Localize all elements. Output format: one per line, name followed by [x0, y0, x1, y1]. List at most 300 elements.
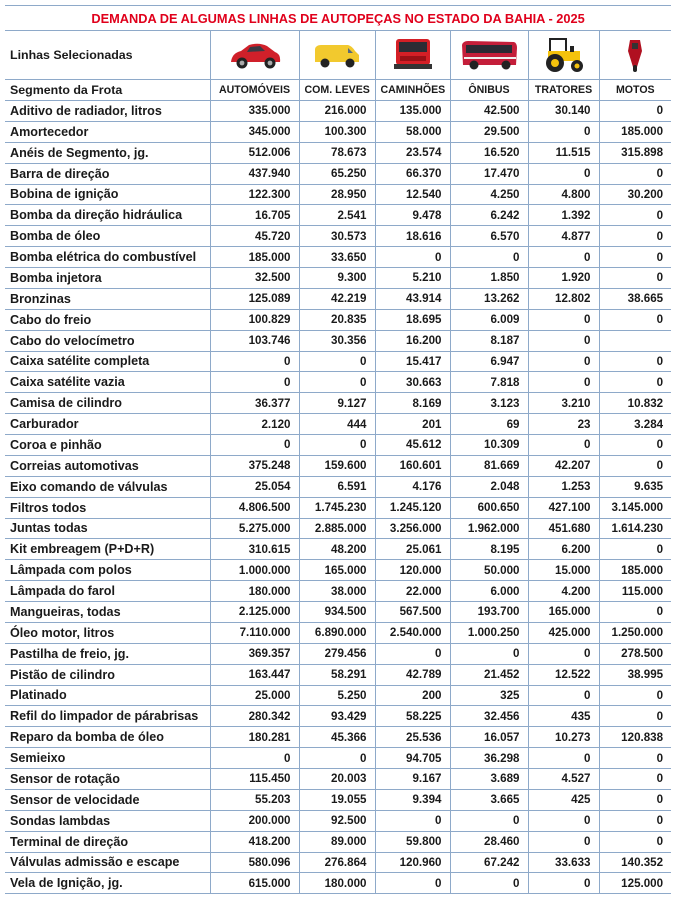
value-cell: 180.000 [210, 581, 299, 602]
column-header: TRATORES [528, 80, 599, 101]
value-cell: 8.187 [450, 330, 528, 351]
value-cell: 0 [528, 351, 599, 372]
table-row [5, 163, 671, 184]
value-cell: 4.176 [375, 476, 450, 497]
table-row [5, 288, 671, 309]
value-cell: 23.574 [375, 142, 450, 163]
value-cell: 1.920 [528, 268, 599, 289]
value-cell: 36.377 [210, 393, 299, 414]
column-header: CAMINHÕES [375, 80, 450, 101]
value-cell: 0 [599, 789, 671, 810]
row-label: Refil do limpador de párabrisas [5, 706, 210, 727]
value-cell: 32.500 [210, 268, 299, 289]
value-cell: 615.000 [210, 873, 299, 894]
value-cell: 180.000 [299, 873, 375, 894]
value-cell: 0 [599, 226, 671, 247]
value-cell: 3.284 [599, 414, 671, 435]
value-cell: 8.195 [450, 539, 528, 560]
value-cell: 3.145.000 [599, 497, 671, 518]
bus-icon [460, 39, 518, 71]
column-header: AUTOMÓVEIS [210, 80, 299, 101]
value-cell: 6.200 [528, 539, 599, 560]
value-cell: 89.000 [299, 831, 375, 852]
value-cell: 0 [599, 706, 671, 727]
bus-icon-cell [450, 31, 528, 80]
value-cell: 185.000 [599, 121, 671, 142]
value-cell: 451.680 [528, 518, 599, 539]
table-row [5, 351, 671, 372]
value-cell: 0 [210, 435, 299, 456]
value-cell: 2.048 [450, 476, 528, 497]
row-label: Barra de direção [5, 163, 210, 184]
value-cell: 0 [528, 330, 599, 351]
value-cell: 16.705 [210, 205, 299, 226]
value-cell: 216.000 [299, 101, 375, 122]
table-row [5, 873, 671, 894]
value-cell: 0 [599, 372, 671, 393]
value-cell: 315.898 [599, 142, 671, 163]
row-label: Coroa e pinhão [5, 435, 210, 456]
row-label: Platinado [5, 685, 210, 706]
value-cell: 103.746 [210, 330, 299, 351]
value-cell: 444 [299, 414, 375, 435]
value-cell: 0 [450, 643, 528, 664]
value-cell: 1.253 [528, 476, 599, 497]
value-cell: 6.009 [450, 309, 528, 330]
value-cell: 28.460 [450, 831, 528, 852]
value-cell: 425.000 [528, 622, 599, 643]
row-label: Caixa satélite completa [5, 351, 210, 372]
row-label: Pistão de cilindro [5, 664, 210, 685]
value-cell: 580.096 [210, 852, 299, 873]
value-cell: 6.890.000 [299, 622, 375, 643]
value-cell: 200 [375, 685, 450, 706]
value-cell: 3.123 [450, 393, 528, 414]
table-title: DEMANDA DE ALGUMAS LINHAS DE AUTOPEÇAS NO ESTADO DA BAHIA - 2025 [5, 6, 671, 31]
row-label: Camisa de cilindro [5, 393, 210, 414]
truck-icon-cell [375, 31, 450, 80]
value-cell: 437.940 [210, 163, 299, 184]
value-cell: 12.522 [528, 664, 599, 685]
table-row [5, 706, 671, 727]
value-cell: 115.000 [599, 581, 671, 602]
value-cell: 30.200 [599, 184, 671, 205]
value-cell: 4.250 [450, 184, 528, 205]
value-cell: 4.800 [528, 184, 599, 205]
value-cell: 16.057 [450, 727, 528, 748]
table-row [5, 435, 671, 456]
row-label: Amortecedor [5, 121, 210, 142]
row-label: Vela de Ignição, jg. [5, 873, 210, 894]
value-cell: 4.877 [528, 226, 599, 247]
row-label: Reparo da bomba de óleo [5, 727, 210, 748]
row-label: Filtros todos [5, 497, 210, 518]
value-cell: 8.169 [375, 393, 450, 414]
value-cell: 120.838 [599, 727, 671, 748]
table-row [5, 727, 671, 748]
table-row [5, 518, 671, 539]
value-cell: 2.120 [210, 414, 299, 435]
value-cell: 42.219 [299, 288, 375, 309]
value-cell: 200.000 [210, 810, 299, 831]
row-label: Sensor de rotação [5, 769, 210, 790]
table-row [5, 414, 671, 435]
value-cell: 279.456 [299, 643, 375, 664]
value-cell: 0 [599, 539, 671, 560]
value-cell: 15.417 [375, 351, 450, 372]
value-cell: 125.000 [599, 873, 671, 894]
column-header-row [5, 80, 671, 101]
value-cell: 78.673 [299, 142, 375, 163]
value-cell: 280.342 [210, 706, 299, 727]
value-cell: 193.700 [450, 602, 528, 623]
row-label: Bomba da direção hidráulica [5, 205, 210, 226]
value-cell: 0 [528, 831, 599, 852]
row-label: Anéis de Segmento, jg. [5, 142, 210, 163]
row-label: Eixo comando de válvulas [5, 476, 210, 497]
value-cell: 20.835 [299, 309, 375, 330]
table-row [5, 309, 671, 330]
value-cell: 20.003 [299, 769, 375, 790]
value-cell: 42.500 [450, 101, 528, 122]
value-cell: 2.541 [299, 205, 375, 226]
value-cell: 0 [599, 351, 671, 372]
value-cell: 9.300 [299, 268, 375, 289]
value-cell: 0 [599, 101, 671, 122]
value-cell: 4.806.500 [210, 497, 299, 518]
value-cell: 0 [599, 455, 671, 476]
value-cell: 65.250 [299, 163, 375, 184]
value-cell: 1.392 [528, 205, 599, 226]
value-cell: 1.850 [450, 268, 528, 289]
value-cell: 100.300 [299, 121, 375, 142]
value-cell: 2.125.000 [210, 602, 299, 623]
value-cell: 934.500 [299, 602, 375, 623]
value-cell: 1.250.000 [599, 622, 671, 643]
table-row [5, 789, 671, 810]
value-cell: 0 [210, 748, 299, 769]
value-cell: 165.000 [528, 602, 599, 623]
value-cell: 3.689 [450, 769, 528, 790]
value-cell: 165.000 [299, 560, 375, 581]
value-cell: 120.960 [375, 852, 450, 873]
value-cell: 600.650 [450, 497, 528, 518]
row-label: Óleo motor, litros [5, 622, 210, 643]
value-cell: 512.006 [210, 142, 299, 163]
value-cell: 19.055 [299, 789, 375, 810]
value-cell: 0 [528, 247, 599, 268]
value-cell: 25.536 [375, 727, 450, 748]
tractor-icon [542, 36, 586, 74]
value-cell: 0 [450, 810, 528, 831]
value-cell: 0 [450, 873, 528, 894]
value-cell: 9.127 [299, 393, 375, 414]
value-cell: 1.245.120 [375, 497, 450, 518]
selected-lines-label: Linhas Selecionadas [5, 31, 210, 80]
value-cell: 45.720 [210, 226, 299, 247]
value-cell: 185.000 [210, 247, 299, 268]
row-label: Cabo do freio [5, 309, 210, 330]
value-cell: 33.650 [299, 247, 375, 268]
value-cell: 2.540.000 [375, 622, 450, 643]
value-cell: 0 [528, 643, 599, 664]
value-cell: 160.601 [375, 455, 450, 476]
value-cell: 38.665 [599, 288, 671, 309]
table-row [5, 560, 671, 581]
row-label: Bobina de ignição [5, 184, 210, 205]
value-cell: 135.000 [375, 101, 450, 122]
value-cell: 369.357 [210, 643, 299, 664]
value-cell: 6.242 [450, 205, 528, 226]
row-label: Bomba injetora [5, 268, 210, 289]
value-cell: 30.663 [375, 372, 450, 393]
value-cell: 0 [450, 247, 528, 268]
table-row [5, 664, 671, 685]
table-row [5, 205, 671, 226]
row-label: Juntas todas [5, 518, 210, 539]
value-cell: 0 [599, 602, 671, 623]
table-row [5, 852, 671, 873]
value-cell: 0 [528, 121, 599, 142]
table-row [5, 581, 671, 602]
value-cell: 5.250 [299, 685, 375, 706]
value-cell: 0 [528, 810, 599, 831]
value-cell: 42.207 [528, 455, 599, 476]
table-row [5, 622, 671, 643]
parts-demand-table [5, 5, 671, 894]
row-label: Lâmpada do farol [5, 581, 210, 602]
value-cell: 18.695 [375, 309, 450, 330]
value-cell: 10.832 [599, 393, 671, 414]
car-icon-cell [210, 31, 299, 80]
table-row [5, 142, 671, 163]
value-cell: 69 [450, 414, 528, 435]
value-cell: 6.947 [450, 351, 528, 372]
van-icon [312, 40, 362, 70]
row-label: Correias automotivas [5, 455, 210, 476]
value-cell: 22.000 [375, 581, 450, 602]
value-cell: 1.000.000 [210, 560, 299, 581]
value-cell: 15.000 [528, 560, 599, 581]
value-cell: 0 [599, 769, 671, 790]
row-label: Bomba elétrica do combustível [5, 247, 210, 268]
row-label: Mangueiras, todas [5, 602, 210, 623]
table-row [5, 539, 671, 560]
value-cell: 1.000.250 [450, 622, 528, 643]
value-cell: 25.061 [375, 539, 450, 560]
value-cell: 0 [210, 372, 299, 393]
row-label: Lâmpada com polos [5, 560, 210, 581]
value-cell: 567.500 [375, 602, 450, 623]
value-cell: 38.995 [599, 664, 671, 685]
value-cell: 0 [599, 163, 671, 184]
table-row [5, 121, 671, 142]
table-row [5, 831, 671, 852]
value-cell: 0 [210, 351, 299, 372]
table-row [5, 226, 671, 247]
row-label: Válvulas admissão e escape [5, 852, 210, 873]
value-cell: 43.914 [375, 288, 450, 309]
value-cell: 16.520 [450, 142, 528, 163]
value-cell: 25.054 [210, 476, 299, 497]
tractor-icon-cell [528, 31, 599, 80]
value-cell: 38.000 [299, 581, 375, 602]
value-cell: 120.000 [375, 560, 450, 581]
value-cell: 115.450 [210, 769, 299, 790]
value-cell: 0 [299, 435, 375, 456]
value-cell: 3.256.000 [375, 518, 450, 539]
value-cell: 36.298 [450, 748, 528, 769]
table-row [5, 810, 671, 831]
value-cell: 11.515 [528, 142, 599, 163]
table-row [5, 748, 671, 769]
row-label: Carburador [5, 414, 210, 435]
column-header: MOTOS [599, 80, 671, 101]
value-cell: 9.635 [599, 476, 671, 497]
row-label: Sondas lambdas [5, 810, 210, 831]
value-cell: 345.000 [210, 121, 299, 142]
value-cell: 33.633 [528, 852, 599, 873]
table-row [5, 247, 671, 268]
value-cell: 55.203 [210, 789, 299, 810]
value-cell: 185.000 [599, 560, 671, 581]
value-cell: 58.225 [375, 706, 450, 727]
value-cell: 1.745.230 [299, 497, 375, 518]
value-cell: 0 [599, 685, 671, 706]
value-cell: 29.500 [450, 121, 528, 142]
table-row [5, 184, 671, 205]
value-cell: 30.356 [299, 330, 375, 351]
value-cell: 12.802 [528, 288, 599, 309]
value-cell: 66.370 [375, 163, 450, 184]
motorcycle-icon [623, 37, 647, 73]
row-label: Sensor de velocidade [5, 789, 210, 810]
value-cell: 58.291 [299, 664, 375, 685]
value-cell: 0 [299, 372, 375, 393]
value-cell: 17.470 [450, 163, 528, 184]
van-icon-cell [299, 31, 375, 80]
value-cell: 159.600 [299, 455, 375, 476]
value-cell: 1.614.230 [599, 518, 671, 539]
value-cell: 7.818 [450, 372, 528, 393]
value-cell: 425 [528, 789, 599, 810]
value-cell: 278.500 [599, 643, 671, 664]
value-cell: 81.669 [450, 455, 528, 476]
value-cell: 201 [375, 414, 450, 435]
value-cell: 16.200 [375, 330, 450, 351]
value-cell: 48.200 [299, 539, 375, 560]
row-label: Aditivo de radiador, litros [5, 101, 210, 122]
value-cell: 50.000 [450, 560, 528, 581]
title-row [5, 6, 671, 31]
value-cell: 0 [528, 435, 599, 456]
value-cell: 276.864 [299, 852, 375, 873]
value-cell: 6.570 [450, 226, 528, 247]
row-label: Bronzinas [5, 288, 210, 309]
value-cell: 5.210 [375, 268, 450, 289]
value-cell: 45.612 [375, 435, 450, 456]
value-cell: 0 [599, 831, 671, 852]
value-cell: 0 [299, 748, 375, 769]
row-label: Kit embreagem (P+D+R) [5, 539, 210, 560]
value-cell: 2.885.000 [299, 518, 375, 539]
value-cell: 0 [599, 810, 671, 831]
value-cell: 32.456 [450, 706, 528, 727]
value-cell: 9.394 [375, 789, 450, 810]
value-cell: 125.089 [210, 288, 299, 309]
table-row [5, 101, 671, 122]
value-cell: 435 [528, 706, 599, 727]
value-cell: 92.500 [299, 810, 375, 831]
value-cell: 9.167 [375, 769, 450, 790]
table-row [5, 769, 671, 790]
value-cell: 0 [375, 810, 450, 831]
value-cell: 0 [599, 247, 671, 268]
value-cell: 0 [599, 748, 671, 769]
value-cell: 30.140 [528, 101, 599, 122]
value-cell: 42.789 [375, 664, 450, 685]
value-cell: 5.275.000 [210, 518, 299, 539]
value-cell: 335.000 [210, 101, 299, 122]
segment-header: Segmento da Frota [5, 80, 210, 101]
column-header: ÔNIBUS [450, 80, 528, 101]
value-cell: 100.829 [210, 309, 299, 330]
truck-icon [390, 37, 436, 73]
value-cell: 18.616 [375, 226, 450, 247]
value-cell: 30.573 [299, 226, 375, 247]
value-cell: 0 [528, 163, 599, 184]
value-cell: 0 [375, 247, 450, 268]
value-cell: 427.100 [528, 497, 599, 518]
value-cell: 0 [599, 268, 671, 289]
value-cell: 418.200 [210, 831, 299, 852]
table-row [5, 330, 671, 351]
table-row [5, 476, 671, 497]
row-label: Terminal de direção [5, 831, 210, 852]
table-row [5, 393, 671, 414]
value-cell: 25.000 [210, 685, 299, 706]
value-cell: 10.273 [528, 727, 599, 748]
row-label: Semieixo [5, 748, 210, 769]
value-cell: 94.705 [375, 748, 450, 769]
value-cell: 13.262 [450, 288, 528, 309]
value-cell: 10.309 [450, 435, 528, 456]
value-cell: 0 [299, 351, 375, 372]
value-cell: 0 [528, 372, 599, 393]
table-row [5, 497, 671, 518]
value-cell: 23 [528, 414, 599, 435]
value-cell: 0 [528, 748, 599, 769]
value-cell: 140.352 [599, 852, 671, 873]
value-cell: 122.300 [210, 184, 299, 205]
car-icon [227, 38, 283, 72]
table-row [5, 602, 671, 623]
row-label: Cabo do velocímetro [5, 330, 210, 351]
value-cell: 9.478 [375, 205, 450, 226]
value-cell: 0 [375, 873, 450, 894]
table-row [5, 455, 671, 476]
value-cell: 3.665 [450, 789, 528, 810]
value-cell: 0 [599, 435, 671, 456]
value-cell: 0 [599, 309, 671, 330]
row-label: Bomba de óleo [5, 226, 210, 247]
value-cell: 28.950 [299, 184, 375, 205]
value-cell: 0 [599, 205, 671, 226]
value-cell: 6.000 [450, 581, 528, 602]
value-cell: 375.248 [210, 455, 299, 476]
value-cell: 325 [450, 685, 528, 706]
value-cell: 6.591 [299, 476, 375, 497]
